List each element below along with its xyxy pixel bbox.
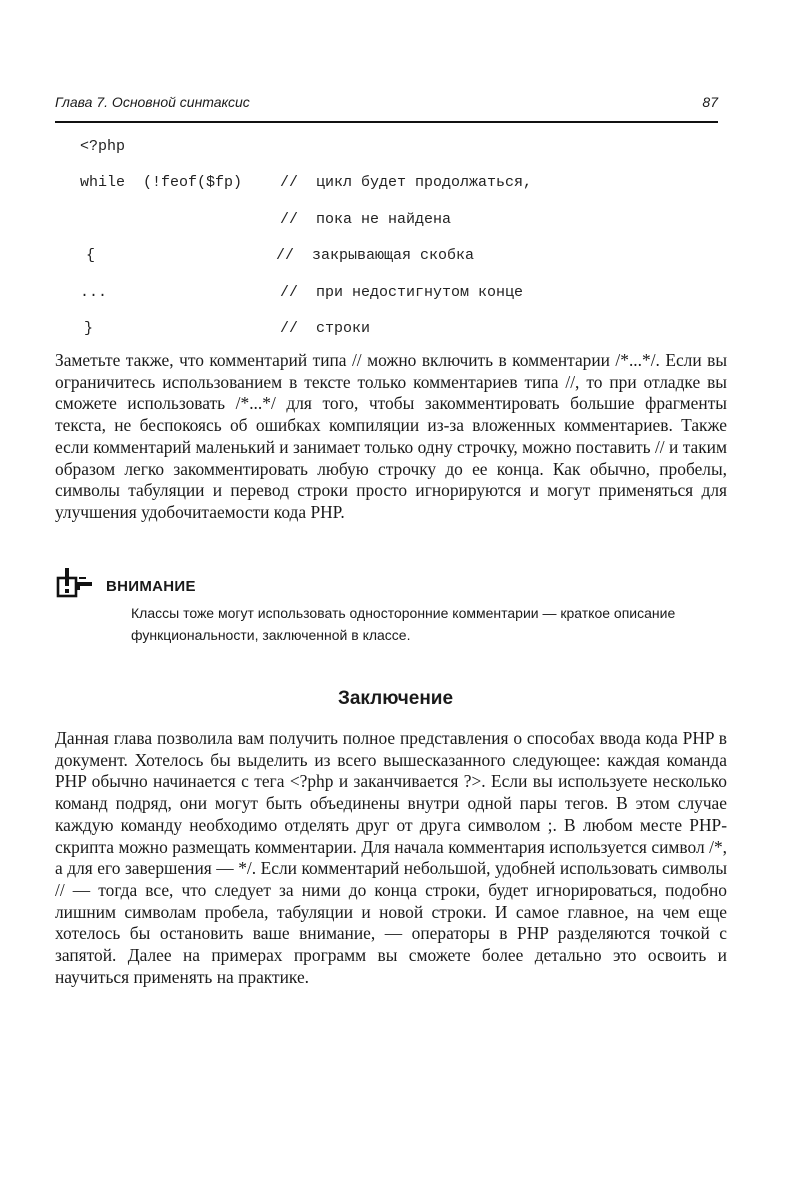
paragraph-2-text: Данная глава позволила вам получить полное представления о способах ввода кода PHP в документ. Хотелось бы выделить из всего вышесказанного следующее: каждая команда PHP обычно начинается с тега <?php и заканчивается ?>. Если вы используете несколько команд подряд, они могут быть объединены внутри одной пары тегов. В этом случае каждую команду необходимо отделять друг от друга символом ;. В любом месте PHP-скрипта можно размещать комментарии. Для начала комментария используется символ /*, а для его завершения — */. Если комментарий небольшой, удобней использовать символы // — тогда все, что следует за ними до конца строки, будет игнорироваться, подобно лишним символам пробела, табуляции и новой строки. И самое главное, на чем еще хотелось бы остановить ваше внимание, — операторы в PHP разделяются точкой с запятой. Далее на примерах программ вы сможете более детально это освоить и научиться применять на практике. <box>55 728 727 987</box>
code-line-2: while (!feof($fp) <box>80 174 243 191</box>
paragraph-1-text: Заметьте также, что комментарий типа // можно включить в комментарии /*...*/. Если вы ограничитесь использованием в тексте только комментариев типа //, то при отладке вы сможете использовать /*...*/ для того, чтобы закомментировать большие фрагменты текста, не беспокоясь об ошибках компиляции из-за вложенных комментариев. Также если комментарий маленький и занимает только одну строчку, можно поставить // и таким образом легко закомментировать любую строчку до ее конца. Как обычно, пробелы, символы табуляции и перевод строки просто игнорируются и могут применяться для улучшения удобочитаемости кода PHP. <box>55 350 727 522</box>
code-comment-2: // цикл будет продолжаться, <box>280 174 533 191</box>
note-body: Классы тоже могут использовать односторонние комментарии — краткое описание функциональности, заключенной в классе. <box>131 605 676 643</box>
page-number: 87 <box>702 94 718 110</box>
attention-hand-icon <box>55 566 95 600</box>
running-header <box>55 94 718 116</box>
code-comment-6: // строки <box>280 320 371 337</box>
code-comment-5: // при недостигнутом конце <box>280 284 524 301</box>
note-text <box>131 602 721 646</box>
section-title: Заключение <box>337 688 454 709</box>
paragraph-comments <box>55 350 727 524</box>
paragraph-conclusion <box>55 728 727 988</box>
code-comment-4: // закрывающая скобка <box>276 247 475 264</box>
chapter-title: Глава 7. Основной синтаксис <box>55 94 250 110</box>
code-line-1: <?php <box>80 138 126 155</box>
note-title: ВНИМАНИЕ <box>106 578 196 595</box>
code-line-4: { <box>86 247 96 264</box>
code-line-5: ... <box>80 284 108 301</box>
code-comment-3: // пока не найдена <box>280 211 452 228</box>
code-line-6: } <box>84 320 94 337</box>
header-rule <box>55 121 718 123</box>
